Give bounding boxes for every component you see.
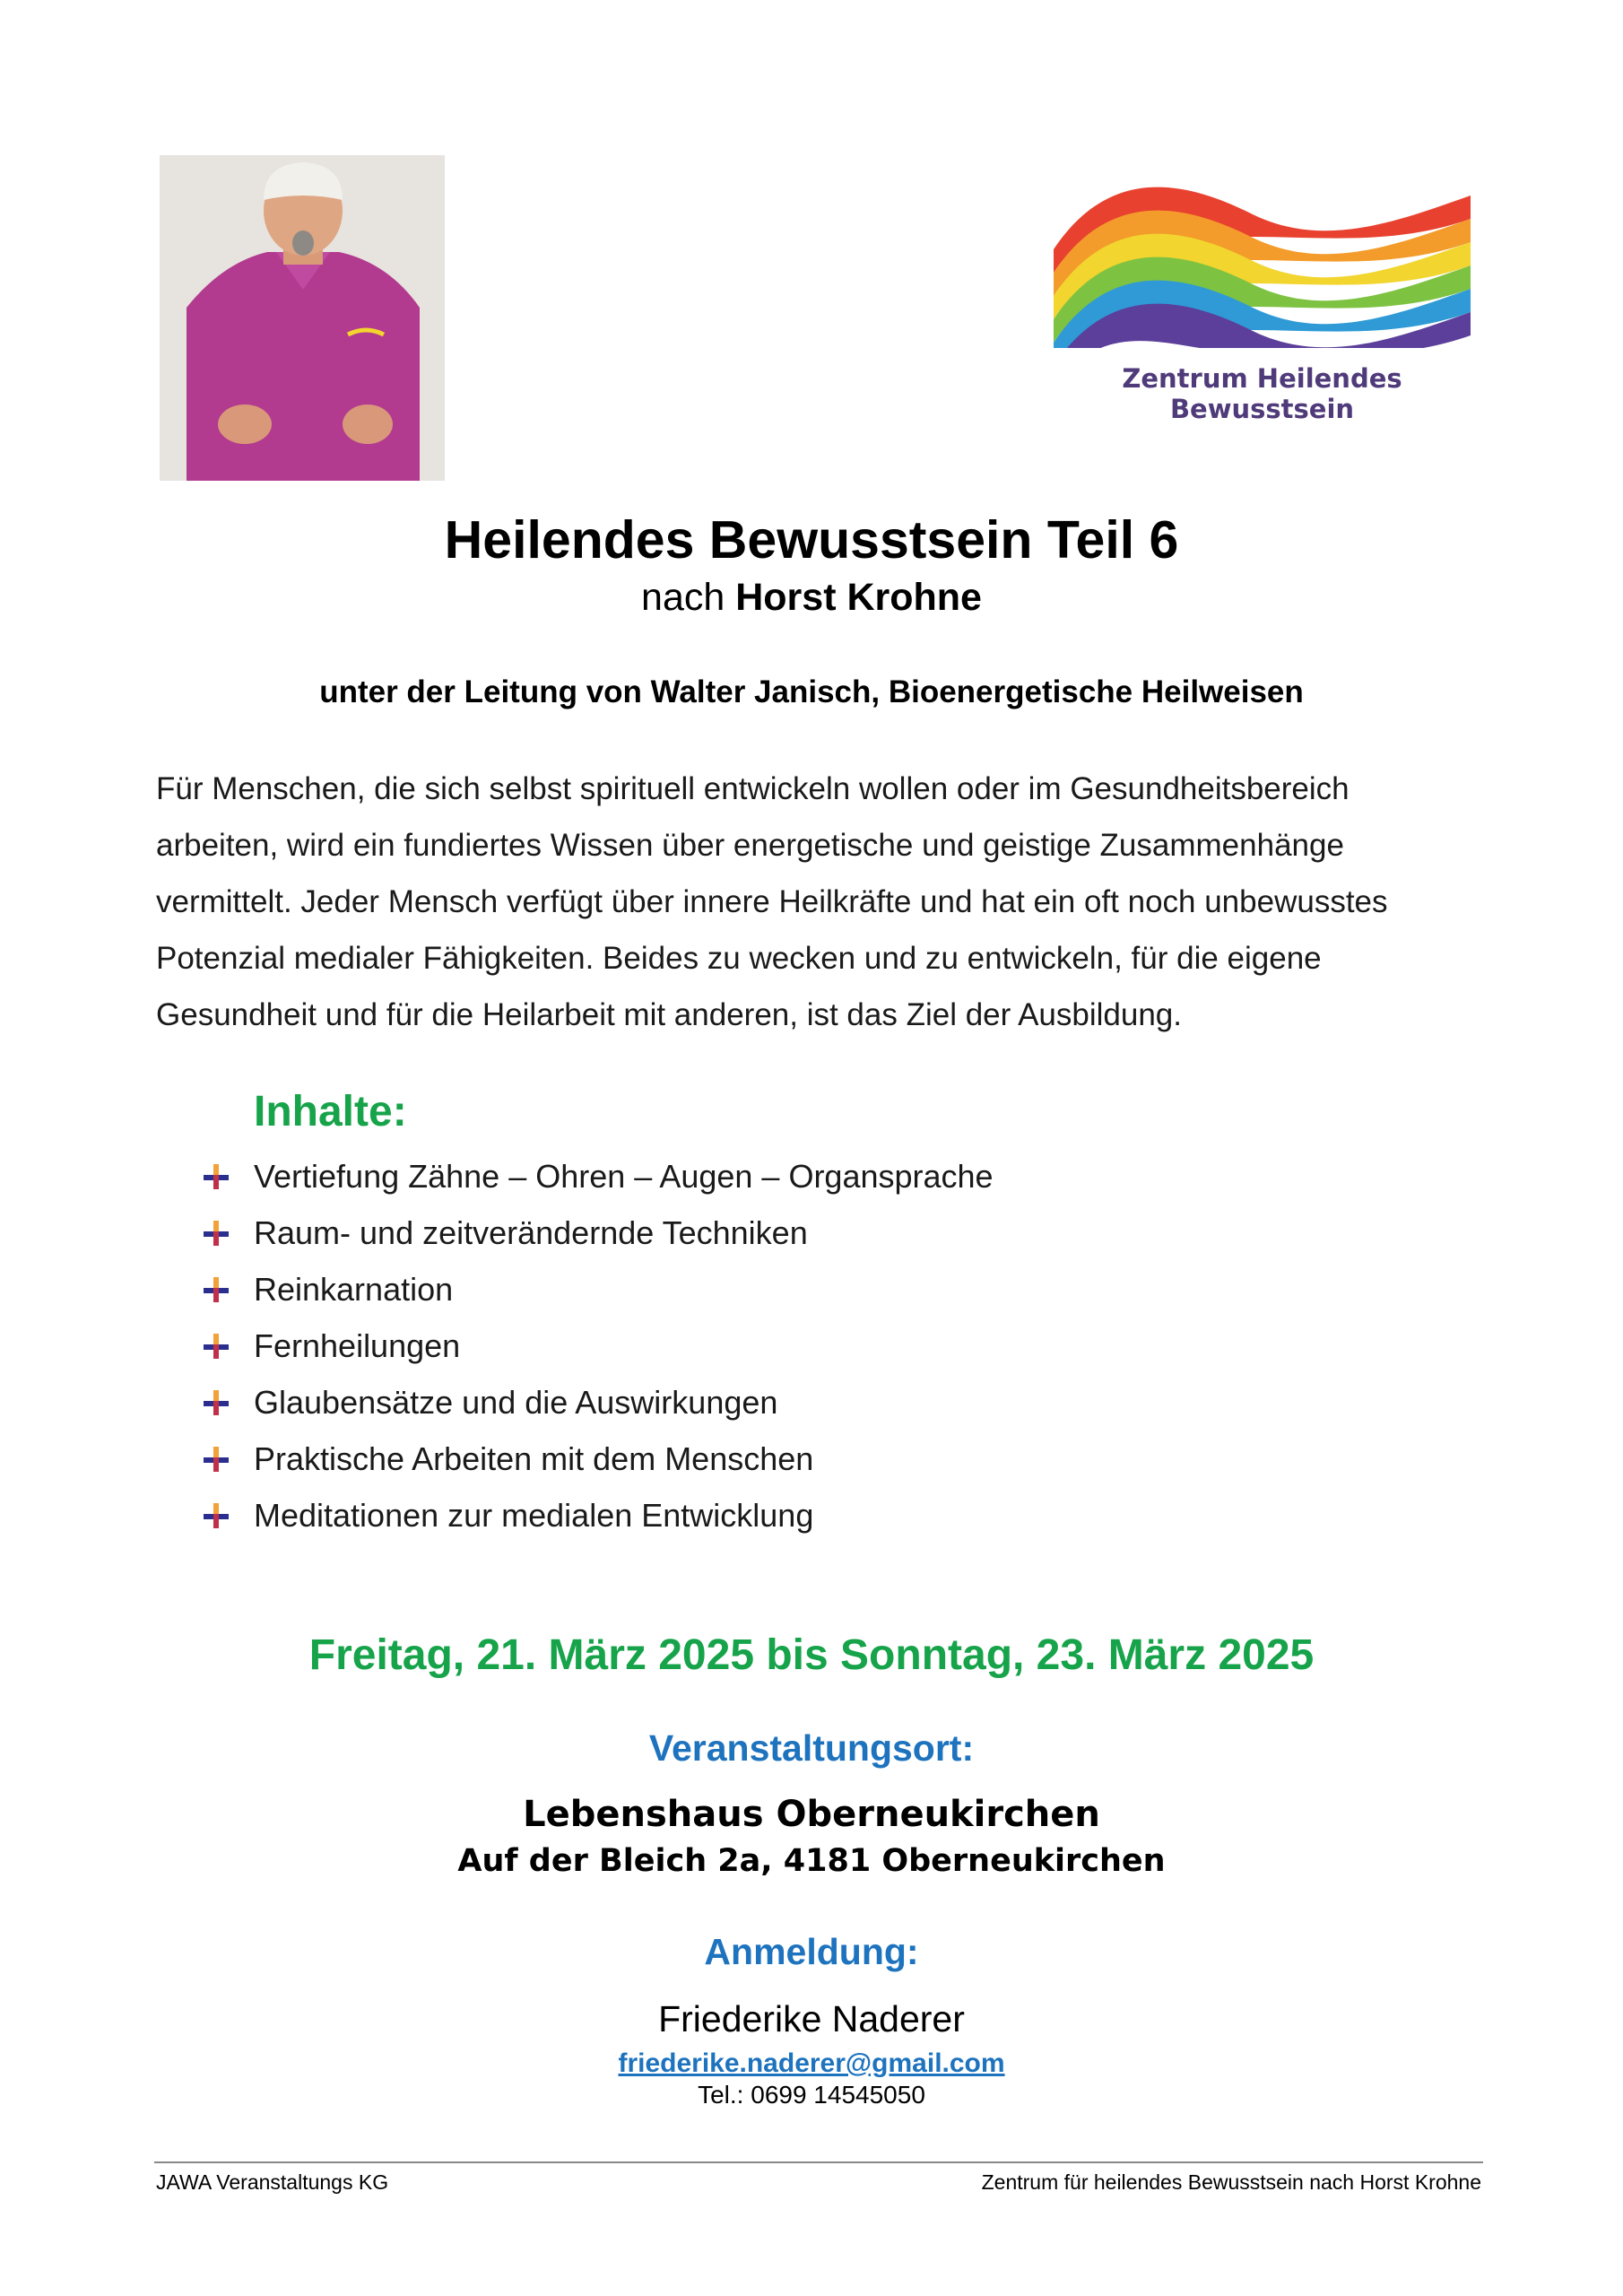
cross-bullet-icon (203, 1220, 230, 1247)
intro-line: Für Menschen, die sich selbst spirituell entwickeln wollen oder im Gesundheitsbereich (156, 771, 1350, 806)
list-item (203, 1205, 994, 1261)
contents-list (203, 1148, 994, 1544)
cross-bullet-icon (203, 1389, 230, 1416)
list-item-label: Praktische Arbeiten mit dem Menschen (254, 1439, 814, 1477)
contact-name: Friederike Naderer (658, 1998, 965, 2039)
logo-text: Zentrum Heilendes Bewusstsein (1122, 363, 1402, 424)
event-date: Freitag, 21. März 2025 bis Sonntag, 23. März 2025 (308, 1631, 1315, 1679)
email-row (0, 2048, 1623, 2079)
intro-line: arbeiten, wird ein fundiertes Wissen über energetische und geistige Zusammenhänge (156, 828, 1344, 863)
registration-heading: Anmeldung: (704, 1931, 919, 1972)
list-item-label: Glaubensätze und die Auswirkungen (254, 1383, 778, 1421)
intro-paragraph (156, 761, 1483, 1043)
list-item-label: Raum- und zeitverändernde Techniken (254, 1213, 808, 1251)
list-item (203, 1261, 994, 1318)
intro-line: Potenzial medialer Fähigkeiten. Beides zu wecken und zu entwickeln, für die eigene (156, 941, 1322, 976)
rainbow-wave-logo-icon (1054, 169, 1471, 348)
portrait-illustration (160, 155, 445, 481)
list-item (203, 1431, 994, 1487)
page-title: Heilendes Bewusstsein Teil 6 (444, 510, 1179, 570)
contents-heading: Inhalte: (254, 1088, 407, 1135)
venue-name: Lebenshaus Oberneukirchen (523, 1794, 1100, 1835)
cross-bullet-icon (203, 1446, 230, 1473)
cross-bullet-icon (203, 1502, 230, 1529)
list-item (203, 1487, 994, 1544)
list-item-label: Fernheilungen (254, 1326, 461, 1364)
subtitle-prefix: nach (641, 576, 736, 619)
subtitle-name: Horst Krohne (735, 576, 982, 619)
intro-line: vermittelt. Jeder Mensch verfügt über innere Heilkräfte und hat ein oft noch unbewusstes (156, 884, 1388, 919)
cross-bullet-icon (203, 1276, 230, 1303)
footer-divider (154, 2161, 1483, 2163)
list-item (203, 1374, 994, 1431)
phone-number: Tel.: 0699 14545050 (698, 2081, 925, 2109)
venue-address: Auf der Bleich 2a, 4181 Oberneukirchen (457, 1843, 1166, 1879)
page-subtitle (0, 576, 1623, 620)
footer-left: JAWA Veranstaltungs KG (156, 2170, 389, 2194)
list-item (203, 1148, 994, 1205)
list-item-label: Meditationen zur medialen Entwicklung (254, 1496, 814, 1534)
intro-line: Gesundheit und für die Heilarbeit mit anderen, ist das Ziel der Ausbildung. (156, 997, 1182, 1032)
portrait-photo (160, 155, 445, 481)
lead-line: unter der Leitung von Walter Janisch, Bioenergetische Heilweisen (319, 674, 1304, 709)
cross-bullet-icon (203, 1333, 230, 1360)
email-link[interactable]: friederike.naderer@gmail.com (618, 2048, 1005, 2078)
list-item-label: Vertiefung Zähne – Ohren – Augen – Organsprache (254, 1157, 994, 1195)
venue-heading: Veranstaltungsort: (648, 1727, 975, 1769)
list-item (203, 1318, 994, 1374)
list-item-label: Reinkarnation (254, 1270, 454, 1308)
footer-right: Zentrum für heilendes Bewusstsein nach Horst Krohne (981, 2170, 1481, 2194)
cross-bullet-icon (203, 1163, 230, 1190)
